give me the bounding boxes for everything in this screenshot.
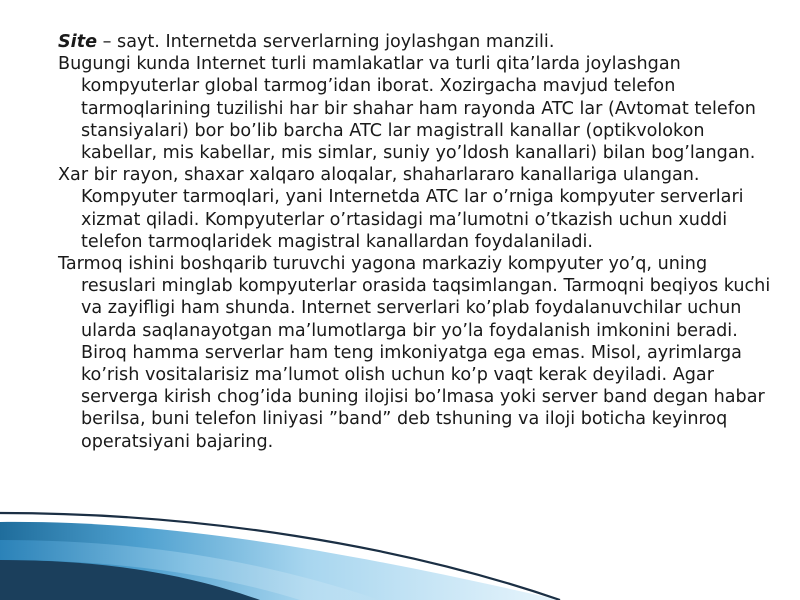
paragraph-text: Bugungi kunda Internet turli mamlakatlar va turli qita’larda joylashgan kompyuterlar global tarmog’idan iborat. Xozirgacha mavjud telefon tarmoqlarining tuzilishi har bir shahar ham rayonda ATC lar (Avtomat telefon stansiyalari) bor bo’lib barcha ATC lar magistrall kanallar (optikvolokon kabellar, mis kabellar, mis simlar, suniy yo’ldosh kanallari) bilan bog’langan.	[58, 54, 756, 164]
paragraph-text: – sayt. Internetda serverlarning joylashgan manzili.	[97, 32, 555, 52]
paragraph-text: Tarmoq ishini boshqarib turuvchi yagona markaziy kompyuter yo’q, uning resuslari minglab kompyuterlar orasida taqsimlangan. Tarmoqni beqiyos kuchi va zayifligi ham shunda. Internet serverlari ko’plab foydalanuvchilar uchun ularda saqlanayotgan ma’lumotlarga bir yo’la foydalanish imkonini beradi. Biroq hamma serverlar ham teng imkoniyatga ega emas. Misol, ayrimlarga ko’rish vositalarisiz ma’lumot olish uchun ko’p vaqt kerak deyiladi. Agar serverga kirish chog’ida buning ilojisi bo’lmasa yoki server band degan habar berilsa, buni telefon liniyasi ”band” deb tshuning va iloji boticha keyinroq operatsiyani bajaring.	[58, 254, 771, 452]
text-body	[58, 31, 778, 453]
paragraph-internet-structure	[58, 53, 778, 164]
term-site: Site	[58, 32, 98, 52]
paragraph-site-definition	[58, 31, 778, 53]
paragraph-text: Xar bir rayon, shaxar xalqaro aloqalar, shaharlararo kanallariga ulangan. Kompyuter tarmoqlari, yani Internetda ATC lar o’rniga kompyuter serverlari xizmat qiladi. Kompyuterlar o’rtasidagi ma’lumotni o’tkazish uchun xuddi telefon tarmoqlaridek magistral kanallardan foydalaniladi.	[58, 165, 744, 252]
paragraph-network-management	[58, 253, 778, 453]
paragraph-regional-connections	[58, 164, 778, 253]
